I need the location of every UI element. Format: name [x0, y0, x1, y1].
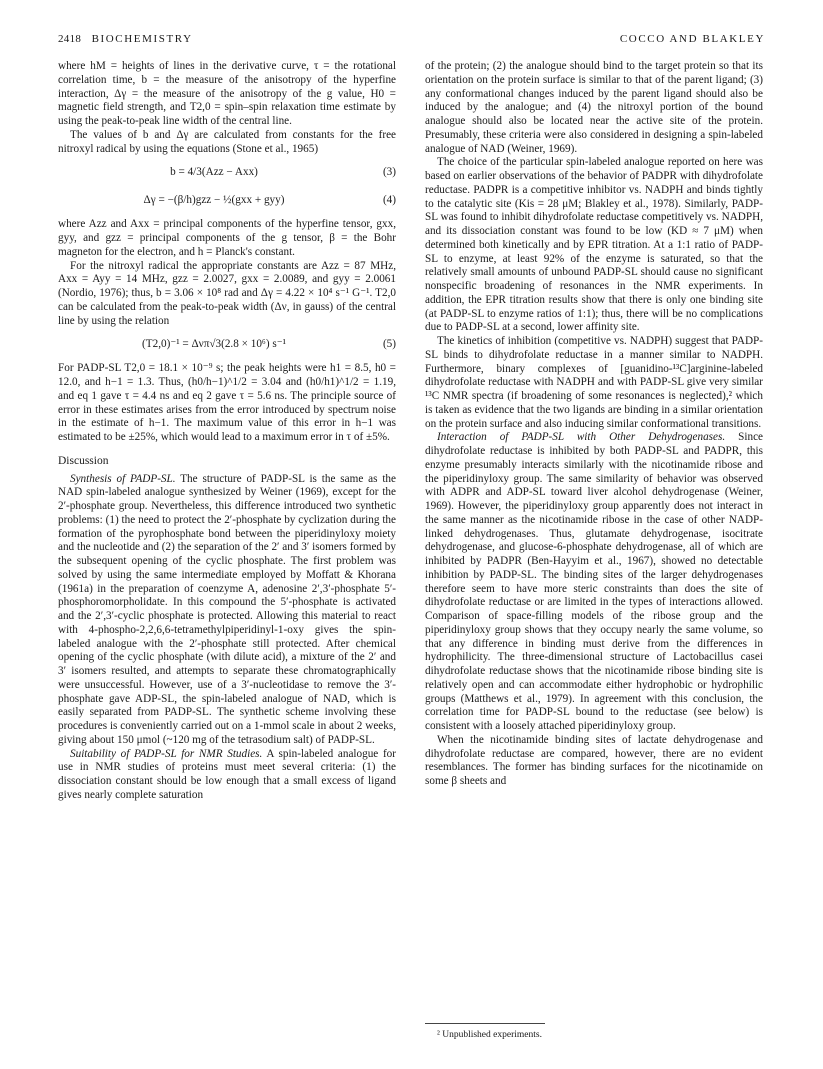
paragraph-text: The structure of PADP-SL is the same as the NAD spin-labeled analogue synthesized by Weiner (1969), except for the 2′-phosphate group. Nevertheless, this difference introduced two synthetic problems: (1) the need to protect the 2′-phosphate by cyclization during the formation of the pyrophosphate bond between the piperidinyloxy moiety and the nucleotide and (2) the separation of the 2′ and 3′ isomers formed by the subsequent opening of the cyclic phosphate. The first problem was solved by using the same intermediate employed by Moffatt & Khorana (1961a) in the preparation of coenzyme A, adenosine 2′,3′-phosphate 5′-phosphoromorpholidate. In this compound the 5′-phosphate is activated and the 2′,3′-cyclic phosphate is protected. Allowing this material to react with 4-phospho-2,2,6,6-tetramethylpiperidinyl-1-oxy gives the spin-labeled analogue with the 2′-phosphate still protected. After chemical opening of the cyclic phosphate (with dilute acid), a mixture of the 2′ and 3′ isomers resulted, and attempts to separate these chromatographically were unsuccessful. However, use of a 3′-nucleotidase to remove the 3′-phosphate gave ADP-SL, the spin-labeled analogue of NAD, which is easily separated from PADP-SL. The synthetic scheme involving these procedures is conveniently carried out on a 1-mmol scale in about 2 weeks, giving about 150 μmol (~120 mg of the tetrasodium salt) of PADP-SL. — [58, 472, 396, 746]
paragraph-text: Since dihydrofolate reductase is inhibited by both PADP-SL and PADPR, this enzyme presumably interacts similarly with the nicotinamide ribose and the piperidinyloxy group. The same similarity of behavior was observed with ADPR and ADP-SL toward liver alcohol dehydrogenase (Weiner, 1969). However, the piperidinyloxy group apparently does not interact in the same manner as the nicotinamide ribose in the case of other NADP-linked dehydrogenases. Thus, glutamate dehydrogenase, isocitrate dehydrogenase, and glucose-6-phosphate dehydrogenase, all of which are inhibited by PADPR (Ben-Hayyim et al., 1967), showed no detectable inhibition by PADP-SL. The binding sites of the larger dehydrogenases therefore seem to have more steric constraints than does the site of dihydrofolate reductase or are limited in the types of interactions allowed. Comparison of space-filling models of the ribose group and the piperidinyloxy group shows that they occupy nearly the same volume, so that any difference in binding must derive from the differences in hydrophilicity. The three-dimensional structure of Lactobacillus casei dihydrofolate reductase shows that the nicotinamide ribose binding site is relatively open and can accommodate either hydrophobic or hydrophilic groups (Matthews et al., 1979). In agreement with this conclusion, the correlation time for PADP-SL bound to the reductase (see below) is consistent with a loosely attached piperidinyloxy group. — [425, 431, 763, 732]
equation-4 — [58, 190, 396, 212]
equation-5 — [58, 334, 396, 356]
paragraph: where hM = heights of lines in the derivative curve, τ = the rotational correlation time, b = the measure of the anisotropy of the hyperfine interaction, Δγ = the measure of the anisotropy of the g value, H0 = magnetic field strength, and T2,0 = spin–spin relaxation time estimate by using the peak-to-peak line width of the central line. — [58, 60, 396, 127]
paragraph — [58, 473, 396, 748]
paragraph — [58, 748, 396, 803]
paragraph-text: A spin-labeled analogue for use in NMR studies of proteins must meet several criteria: (1) the dissociation constant should be low enough that a small excess of ligand gives nearly complete saturation — [58, 747, 396, 801]
paragraph: For the nitroxyl radical the appropriate constants are Azz = 87 MHz, Axx = Ayy = 14 MHz, gzz = 2.0027, gxx = 2.0089, and gyy = 2.0061 (Nordio, 1976); thus, b = 3.06 × 10⁸ rad and Δγ = 4.22 × 10⁴ s⁻¹ G⁻¹. T2,0 can be calculated from the peak-to-peak width (Δν, in gauss) of the central line by using the relation — [58, 259, 396, 327]
equation-body: b = 4/3(Azz − Axx) — [170, 166, 258, 179]
page-number: 2418 — [58, 33, 82, 45]
equation-number: (4) — [382, 194, 396, 207]
running-authors: COCCO AND BLAKLEY — [619, 33, 765, 45]
paragraph: where Azz and Axx = principal components of the hyperfine tensor, gxx, gyy, and gzz = principal components of the g tensor, β = the Bohr magneton for the electron, and h = Planck's constant. — [58, 218, 396, 258]
paragraph: The values of b and Δγ are calculated from constants for the free nitroxyl radical by using the equations (Stone et al., 1965) — [58, 128, 396, 155]
right-column — [425, 60, 763, 789]
left-column — [58, 60, 396, 803]
equation-number: (3) — [382, 166, 396, 179]
paragraph — [425, 431, 763, 734]
paragraph: The kinetics of inhibition (competitive vs. NADPH) suggest that PADP-SL binds to dihydrofolate reductase in a manner similar to NADPH. Furthermore, binary complexes of [guanidino-¹³C]arginine-labeled dihydrofolate reductase with NADPH and with PADP-SL give very similar ¹³C NMR spectra (if broadening of some resonances is neglected),² which is taken as evidence that the two ligands are binding in a similar orientation on the protein surface and also inducing similar conformational transitions. — [425, 335, 763, 430]
equation-number: (5) — [382, 338, 396, 351]
paragraph: of the protein; (2) the analogue should bind to the target protein so that its orientation on the protein surface is similar to that of the parent ligand; (3) any conformational changes induced by the parent ligand should also be induced by the analogue; and (4) the nitroxyl portion of the bound analogue should also be located near the active site of the protein. Presumably, these criteria were also considered in designing a spin-labeled analogue of NAD (Weiner, 1969). — [425, 60, 763, 155]
paragraph: The choice of the particular spin-labeled analogue reported on here was based on earlier observations of the behavior of PADPR with dihydrofolate reductase. PADPR is a competitive inhibitor vs. NADPH and binds tightly to the catalytic site (Kis = 28 μM; Blakley et al., 1978). Similarly, PADP-SL was found to inhibit dihydrofolate reductase competitively vs. NADPH, and its dissociation constant was found to be low (KD ≈ 7 μM) when determined both kinetically and by EPR titration. At a 1:1 ratio of PADP-SL to enzyme, at least 92% of the enzyme is saturated, so that the relatively small amounts of unbound PADP-SL should cause no significant nonspecific broadening of resonances in the NMR experiments. In addition, the EPR titration results show that there is only one binding site (at PADP-SL to enzyme ratios of 1:1); thus, there will be no complications due to PADP-SL at a second, lower affinity site. — [425, 156, 763, 334]
subsection-title: Synthesis of PADP-SL. — [70, 472, 176, 485]
footnote-divider — [425, 1023, 545, 1024]
subsection-title: Suitability of PADP-SL for NMR Studies. — [70, 747, 263, 760]
footnote: ² Unpublished experiments. — [437, 1030, 542, 1040]
equation-body: Δγ = −(β/h)gzz − ½(gxx + gyy) — [143, 194, 285, 207]
journal-name: BIOCHEMISTRY — [91, 33, 193, 45]
section-heading: Discussion — [58, 454, 109, 467]
page-header — [58, 33, 765, 51]
subsection-title: Interaction of PADP-SL with Other Dehydrogenases. — [437, 431, 726, 444]
equation-3 — [58, 162, 396, 184]
equation-body: (T2,0)⁻¹ = Δνπ√3(2.8 × 10⁶) s⁻¹ — [142, 338, 286, 351]
paragraph: For PADP-SL T2,0 = 18.1 × 10⁻⁹ s; the peak heights were h1 = 8.5, h0 = 12.0, and h−1 = 1.3. Thus, (h0/h−1)^1/2 = 3.04 and (h0/h1)^1/2 = 1.19, and eq 1 gave τ = 4.4 ns and eq 2 gave τ = 5.6 ns. The principle source of error in these estimates arises from the error introduced by spectrum noise in the estimate of h−1. The maximum value of this error in h−1 was estimated to be ±25%, which would lead to a maximum error in τ of ±5%. — [58, 362, 396, 443]
paragraph: When the nicotinamide binding sites of lactate dehydrogenase and dihydrofolate reductase are compared, however, there are no evident resemblances. The former has binding surfaces for the nicotinamide on some β sheets and — [425, 733, 763, 787]
header-left — [58, 33, 193, 45]
